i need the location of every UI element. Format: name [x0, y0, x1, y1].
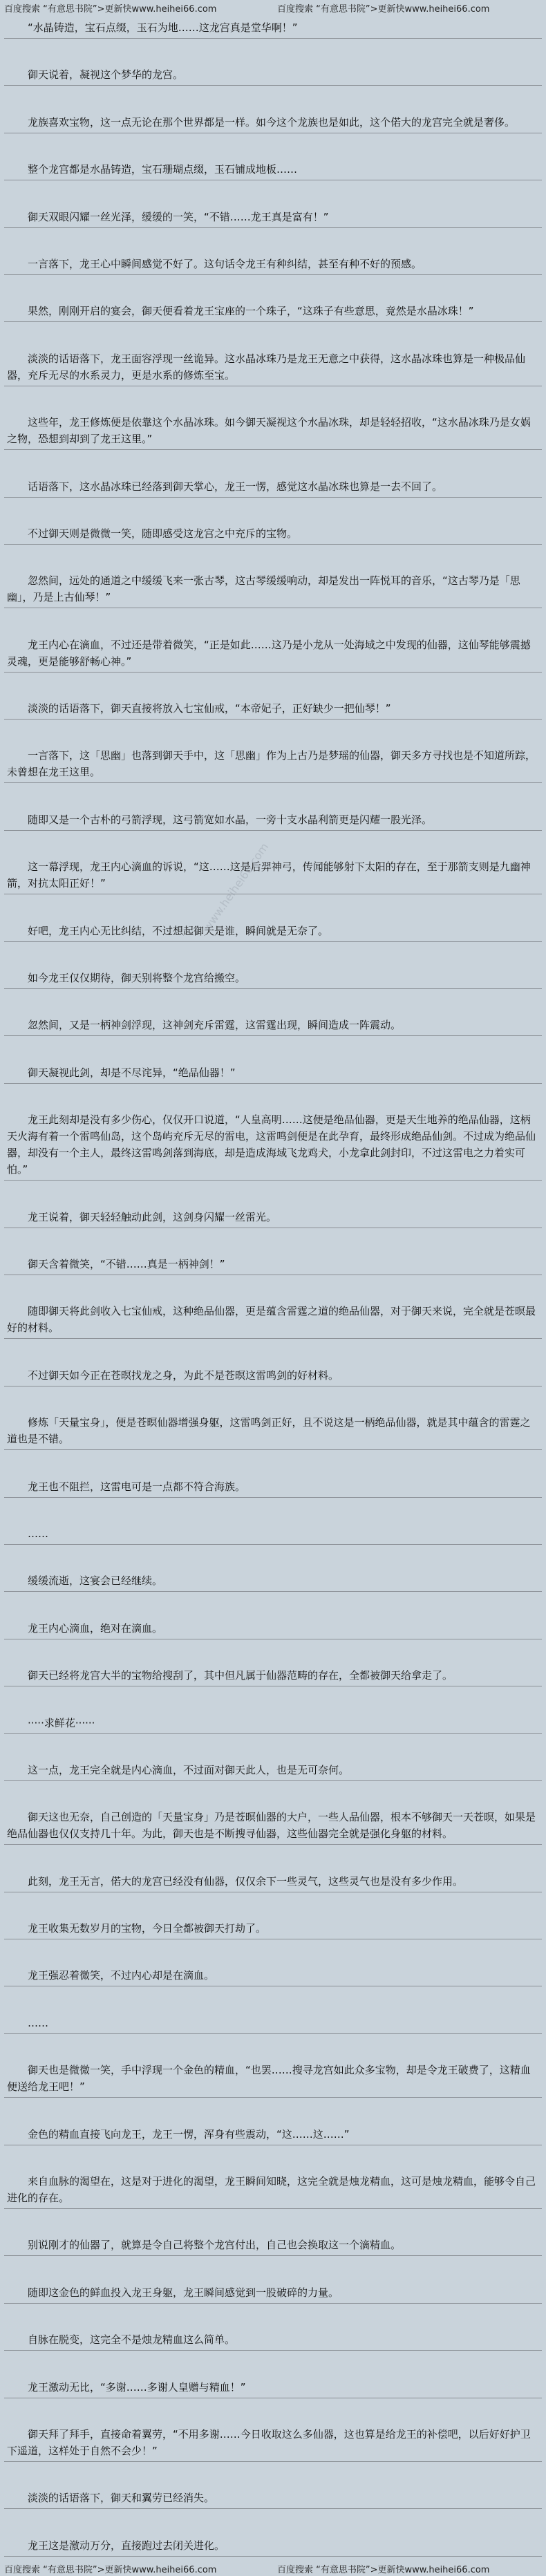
paragraph: 整个龙宫都是水晶铸造，宝石珊瑚点缀，玉石铺成地板……: [4, 161, 542, 180]
paragraph: 这些年，龙王修炼便是依靠这个水晶冰珠。如今御天凝视这个水晶冰珠，却是轻轻招收，“这水晶冰珠乃是女娲之物，恐想到却到了龙王这里。”: [4, 414, 542, 450]
paragraph: ·····求鲜花······: [4, 1715, 542, 1734]
paragraph: 如今龙王仅仅期待，御天别将整个龙宫给搬空。: [4, 970, 542, 989]
paragraph: 忽然间，远处的通道之中缓缓飞来一张古琴，这古琴缓缓响动，却是发出一阵悦耳的音乐，“这古琴乃是「思幽」，乃是上古仙琴！”: [4, 572, 542, 608]
bottom-banner-right[interactable]: 百度搜索 “有意思书院”>更新快www.heihei66.com: [277, 2564, 490, 2575]
paragraph: 龙王内心在滴血，不过还是带着微笑，“正是如此……这乃是小龙从一处海域之中发现的仙器，这仙琴能够震撼灵魂，更是能够舒畅心神。”: [4, 637, 542, 673]
paragraph: 不过御天则是微微一笑，随即感受这龙宫之中充斥的宝物。: [4, 525, 542, 545]
top-banner-left[interactable]: 百度搜索 “有意思书院”>更新快www.heihei66.com: [4, 3, 217, 15]
paragraph: 龙王说着，御天轻轻触动此剑，这剑身闪耀一丝雷光。: [4, 1209, 542, 1228]
paragraph: 龙王强忍着微笑，不过内心却是在滴血。: [4, 1967, 542, 1986]
paragraph: 这一幕浮现，龙王内心滴血的诉说，“这……这是后羿神弓，传闻能够射下太阳的存在，至于那箭支则是九幽神箭，对抗太阳正好！”: [4, 858, 542, 894]
paragraph: 御天双眼闪耀一丝光泽，缓缓的一笑，“不错……龙王真是富有！”: [4, 209, 542, 228]
paragraph: 一言落下，这「思幽」也落到御天手中，这「思幽」作为上古乃是梦瑶的仙器，御天多方寻找也是不知道所踪，未曾想在龙王这里。: [4, 747, 542, 783]
paragraph: 淡淡的话语落下，龙王面容浮现一丝诡异。这水晶冰珠乃是龙王无意之中获得，这水晶冰珠也算是一种极品仙器，充斥无尽的水系灵力，更是水系的修炼至宝。: [4, 350, 542, 386]
paragraph: 修炼「天量宝身」，便是苍暝仙器增强身躯，这雷鸣剑正好，且不说这是一柄绝品仙器，就是其中蕴含的雷霆之道也是不错。: [4, 1414, 542, 1450]
paragraph: “水晶铸造，宝石点缀，玉石为地……这龙宫真是堂华啊！”: [4, 19, 542, 39]
chapter-body: [0, 19, 546, 2557]
paragraph: 别说刚才的仙器了，就算是令自己将整个龙宫付出，自己也会换取这一个滴精血。: [4, 2237, 542, 2256]
paragraph: 龙王内心滴血，绝对在滴血。: [4, 1620, 542, 1639]
paragraph: 随即这金色的鲜血投入龙王身躯，龙王瞬间感觉到一股破碎的力量。: [4, 2284, 542, 2304]
paragraph: 好吧，龙王内心无比纠结，不过想起御天是谁，瞬间就是无奈了。: [4, 923, 542, 942]
paragraph: 龙王也不阻拦，这雷电可是一点都不符合海族。: [4, 1478, 542, 1498]
paragraph: 话语落下，这水晶冰珠已经落到御天掌心，龙王一愣，感觉这水晶冰珠也算是一去不回了。: [4, 478, 542, 498]
bottom-banner-left[interactable]: 百度搜索 “有意思书院”>更新快www.heihei66.com: [4, 2564, 217, 2575]
paragraph: 金色的精血直接飞向龙王，龙王一愣，浑身有些震动，“这……这……”: [4, 2126, 542, 2145]
paragraph: 来自血脉的渴望在，这是对于进化的渴望，龙王瞬间知晓，这完全就是烛龙精血，这可是烛龙精血，能够令自己进化的存在。: [4, 2173, 542, 2209]
paragraph: 龙族喜欢宝物，这一点无论在那个世界都是一样。如今这个龙族也是如此，这个偌大的龙宫完全就是奢侈。: [4, 114, 542, 133]
paragraph: 龙王收集无数岁月的宝物，今日全都被御天打劫了。: [4, 1920, 542, 1939]
paragraph: 随即御天将此剑收入七宝仙戒，这种绝品仙器，更是蕴含雷霆之道的绝品仙器，对于御天来说，完全就是苍暝最好的材料。: [4, 1303, 542, 1339]
paragraph: 御天说着，凝视这个梦华的龙宫。: [4, 66, 542, 86]
paragraph: 不过御天如今正在苍暝找龙之身，为此不是苍暝这雷鸣剑的好材料。: [4, 1367, 542, 1386]
paragraph: 缓缓流逝，这宴会已经继续。: [4, 1572, 542, 1592]
paragraph: 御天这也无奈，自己创造的「天量宝身」乃是苍暝仙器的大户，一些人品仙器，根本不够御天一天苍暝，如果是绝品仙器也仅仅支持几十年。为此，御天也是不断搜寻仙器，这些仙器完全就是强化身躯的材料。: [4, 1809, 542, 1845]
paragraph: 此刻，龙王无言，偌大的龙宫已经没有仙器，仅仅余下一些灵气，这些灵气也是没有多少作用。: [4, 1873, 542, 1892]
paragraph: 忽然间，又是一柄神剑浮现，这神剑充斥雷霆，这雷霆出现，瞬间造成一阵震动。: [4, 1017, 542, 1036]
paragraph: 淡淡的话语落下，御天直接将放入七宝仙戒，“本帝妃子，正好缺少一把仙琴！”: [4, 700, 542, 720]
paragraph: 御天也是微微一笑，手中浮现一个金色的精血，“也罢……搜寻龙宫如此众多宝物，却是令龙王破费了，这精血便送给龙王吧！”: [4, 2062, 542, 2098]
paragraph: 御天凝视此剑，却是不尽诧异，“绝品仙器！”: [4, 1064, 542, 1084]
paragraph: ……: [4, 2015, 542, 2034]
paragraph: 随即又是一个古朴的弓箭浮现，这弓箭宽如水晶，一旁十支水晶利箭更是闪耀一股光泽。: [4, 811, 542, 831]
paragraph: 御天拜了拜手，直接命着翼劳，“不用多谢……今日收取这么多仙器，这也算是给龙王的补偿吧，以后好好护卫下遥道，这样处于自然不会少！”: [4, 2426, 542, 2462]
top-banner-right[interactable]: 百度搜索 “有意思书院”>更新快www.heihei66.com: [277, 3, 490, 15]
paragraph: 龙王此刻却是没有多少伤心，仅仅开口说道，“人皇高明……这便是绝品仙器，更是天生地养的绝品仙器，这柄天火海有着一个雷鸣仙岛，这个岛屿充斥无尽的雷电，这雷鸣剑便是在此孕育，最终形成绝品仙剑。不过成为绝品仙器，却没有一个主人，最终这雷鸣剑落到海底，却是造成海域飞龙鸡犬，小龙拿此剑封印，不过这雷电之力着实可怕。”: [4, 1111, 542, 1181]
paragraph: 一言落下，龙王心中瞬间感觉不好了。这句话令龙王有种纠结，甚至有种不好的预感。: [4, 256, 542, 275]
watermark: www.heihei66.com: [200, 840, 272, 934]
paragraph: 果然，刚刚开启的宴会，御天便看着龙王宝座的一个珠子，“这珠子有些意思，竟然是水晶冰珠！”: [4, 303, 542, 322]
paragraph: ……: [4, 1525, 542, 1545]
paragraph: 龙王这是激动万分，直接跑过去闭关进化。: [4, 2537, 542, 2557]
paragraph: 这一点，龙王完全就是内心滴血，不过面对御天此人，也是无可奈何。: [4, 1762, 542, 1781]
paragraph: 淡淡的话语落下，御天和翼劳已经消失。: [4, 2490, 542, 2509]
paragraph: 龙王激动无比，“多谢……多谢人皇赠与精血！”: [4, 2379, 542, 2398]
bottom-banner: [0, 2561, 546, 2576]
paragraph: 御天含着微笑，“不错……真是一柄神剑！”: [4, 1256, 542, 1275]
top-banner: [0, 0, 546, 15]
paragraph: 御天已经将龙宫大半的宝物给搜刮了，其中但凡属于仙器范畴的存在，全都被御天给拿走了。: [4, 1667, 542, 1686]
paragraph: 自脉在脱变，这完全不是烛龙精血这么简单。: [4, 2331, 542, 2351]
